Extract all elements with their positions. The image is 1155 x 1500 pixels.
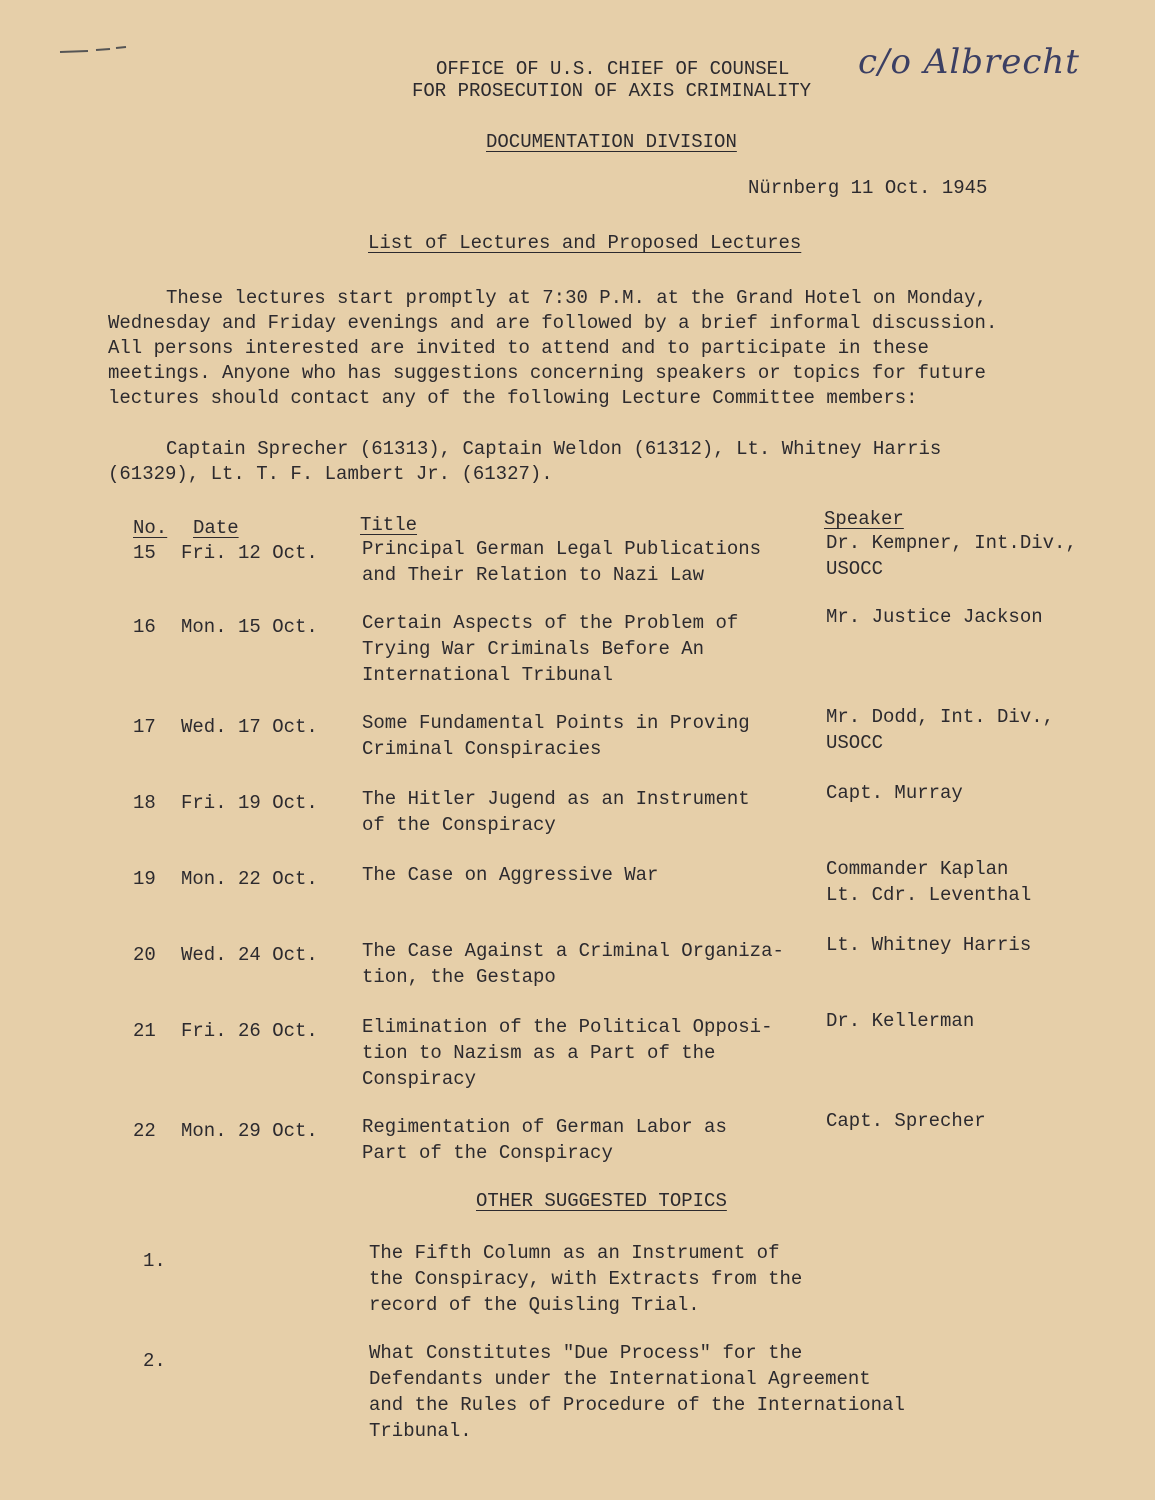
place-date: Nürnberg 11 Oct. 1945: [748, 177, 988, 199]
lecture-speaker: [826, 780, 963, 806]
topic-text-line: Defendants under the International Agreement: [369, 1368, 871, 1390]
topic-text-line: and the Rules of Procedure of the International: [369, 1394, 905, 1416]
lecture-speaker: [826, 932, 1031, 958]
topic-text-line: the Conspiracy, with Extracts from the: [369, 1268, 803, 1290]
lecture-title-line: Conspiracy: [362, 1068, 477, 1090]
lecture-speaker: [826, 1108, 986, 1134]
lecture-title-line: Criminal Conspiracies: [362, 738, 602, 760]
committee-members: [108, 437, 941, 487]
lecture-number: 20: [133, 944, 156, 966]
lecture-speaker: [826, 530, 1077, 582]
lecture-speaker-line: USOCC: [826, 732, 884, 754]
lecture-date: Mon. 22 Oct.: [181, 868, 318, 890]
lecture-title-line: The Case Against a Criminal Organiza-: [362, 940, 784, 962]
lecture-title: [362, 938, 784, 990]
lecture-date: Wed. 17 Oct.: [181, 716, 318, 738]
lecture-title-line: Principal German Legal Publications: [362, 538, 762, 560]
lecture-speaker-line: Commander Kaplan: [826, 858, 1009, 880]
lecture-date: Fri. 26 Oct.: [181, 1020, 318, 1042]
lecture-title-line: International Tribunal: [362, 664, 613, 686]
lecture-speaker-line: Capt. Murray: [826, 782, 963, 804]
lecture-speaker-line: Dr. Kempner, Int.Div.,: [826, 532, 1077, 554]
intro-line: These lectures start promptly at 7:30 P.M. at the Grand Hotel on Monday,: [166, 287, 987, 309]
lecture-speaker: [826, 704, 1054, 756]
intro-line: lectures should contact any of the following Lecture Committee members:: [108, 387, 918, 409]
lecture-title: [362, 786, 750, 838]
topic-text-line: The Fifth Column as an Instrument of: [369, 1242, 780, 1264]
lecture-speaker-line: Capt. Sprecher: [826, 1110, 986, 1132]
lecture-title-line: and Their Relation to Nazi Law: [362, 564, 705, 586]
topic-text-line: What Constitutes "Due Process" for the: [369, 1342, 803, 1364]
lecture-number: 18: [133, 792, 156, 814]
lecture-title: [362, 862, 658, 888]
lecture-title-line: tion to Nazism as a Part of the: [362, 1042, 716, 1064]
column-header-date: Date: [193, 517, 239, 539]
header-office-line: OFFICE OF U.S. CHIEF OF COUNSEL: [436, 58, 790, 80]
lecture-title: [362, 536, 761, 588]
lecture-title-line: Elimination of the Political Opposi-: [362, 1016, 773, 1038]
lecture-title-line: of the Conspiracy: [362, 814, 556, 836]
lecture-number: 19: [133, 868, 156, 890]
lecture-date: Fri. 19 Oct.: [181, 792, 318, 814]
lecture-date: Mon. 15 Oct.: [181, 616, 318, 638]
page-title: List of Lectures and Proposed Lectures: [368, 232, 802, 254]
lecture-speaker: [826, 856, 1031, 908]
intro-line: Wednesday and Friday evenings and are followed by a brief informal discussion.: [108, 312, 998, 334]
lecture-speaker-line: Mr. Dodd, Int. Div.,: [826, 706, 1055, 728]
topic-text: [369, 1240, 802, 1318]
lecture-title-line: The Hitler Jugend as an Instrument: [362, 788, 750, 810]
intro-line: All persons interested are invited to attend and to participate in these: [108, 337, 929, 359]
lecture-speaker-line: Lt. Cdr. Leventhal: [826, 884, 1032, 906]
lecture-date: Mon. 29 Oct.: [181, 1120, 318, 1142]
topic-number: 1.: [143, 1250, 166, 1272]
pencil-mark-icon: [58, 46, 128, 56]
lecture-title-line: tion, the Gestapo: [362, 966, 556, 988]
column-header-title: Title: [360, 514, 418, 536]
lecture-title: [362, 610, 738, 688]
topic-text: [369, 1340, 905, 1444]
division-heading: DOCUMENTATION DIVISION: [486, 131, 737, 153]
lecture-date: Wed. 24 Oct.: [181, 944, 318, 966]
column-header-speaker: Speaker: [824, 508, 904, 530]
handwritten-annotation: c/o Albrecht: [858, 42, 1080, 82]
lecture-title-line: Part of the Conspiracy: [362, 1142, 613, 1164]
column-header-no: No.: [133, 517, 168, 539]
lecture-number: 15: [133, 542, 156, 564]
lecture-speaker-line: USOCC: [826, 558, 884, 580]
topic-number: 2.: [143, 1350, 166, 1372]
lecture-number: 22: [133, 1120, 156, 1142]
other-topics-heading: OTHER SUGGESTED TOPICS: [476, 1190, 727, 1212]
committee-line: (61329), Lt. T. F. Lambert Jr. (61327).: [108, 463, 553, 485]
lecture-speaker-line: Mr. Justice Jackson: [826, 606, 1043, 628]
lecture-date: Fri. 12 Oct.: [181, 542, 318, 564]
lecture-title: [362, 1114, 727, 1166]
lecture-number: 17: [133, 716, 156, 738]
lecture-number: 16: [133, 616, 156, 638]
lecture-number: 21: [133, 1020, 156, 1042]
lecture-speaker-line: Lt. Whitney Harris: [826, 934, 1032, 956]
topic-text-line: Tribunal.: [369, 1420, 472, 1442]
lecture-title-line: The Case on Aggressive War: [362, 864, 659, 886]
header-prosecution-line: FOR PROSECUTION OF AXIS CRIMINALITY: [412, 80, 812, 102]
intro-line: meetings. Anyone who has suggestions concerning speakers or topics for future: [108, 362, 986, 384]
lecture-title-line: Certain Aspects of the Problem of: [362, 612, 739, 634]
intro-paragraph: [108, 286, 997, 411]
committee-line: Captain Sprecher (61313), Captain Weldon (61312), Lt. Whitney Harris: [166, 438, 942, 460]
lecture-title-line: Regimentation of German Labor as: [362, 1116, 727, 1138]
topic-text-line: record of the Quisling Trial.: [369, 1294, 700, 1316]
lecture-title-line: Some Fundamental Points in Proving: [362, 712, 750, 734]
lecture-title-line: Trying War Criminals Before An: [362, 638, 705, 660]
lecture-title: [362, 1014, 772, 1092]
lecture-speaker: [826, 1008, 974, 1034]
lecture-speaker-line: Dr. Kellerman: [826, 1010, 975, 1032]
lecture-speaker: [826, 604, 1043, 630]
lecture-title: [362, 710, 750, 762]
